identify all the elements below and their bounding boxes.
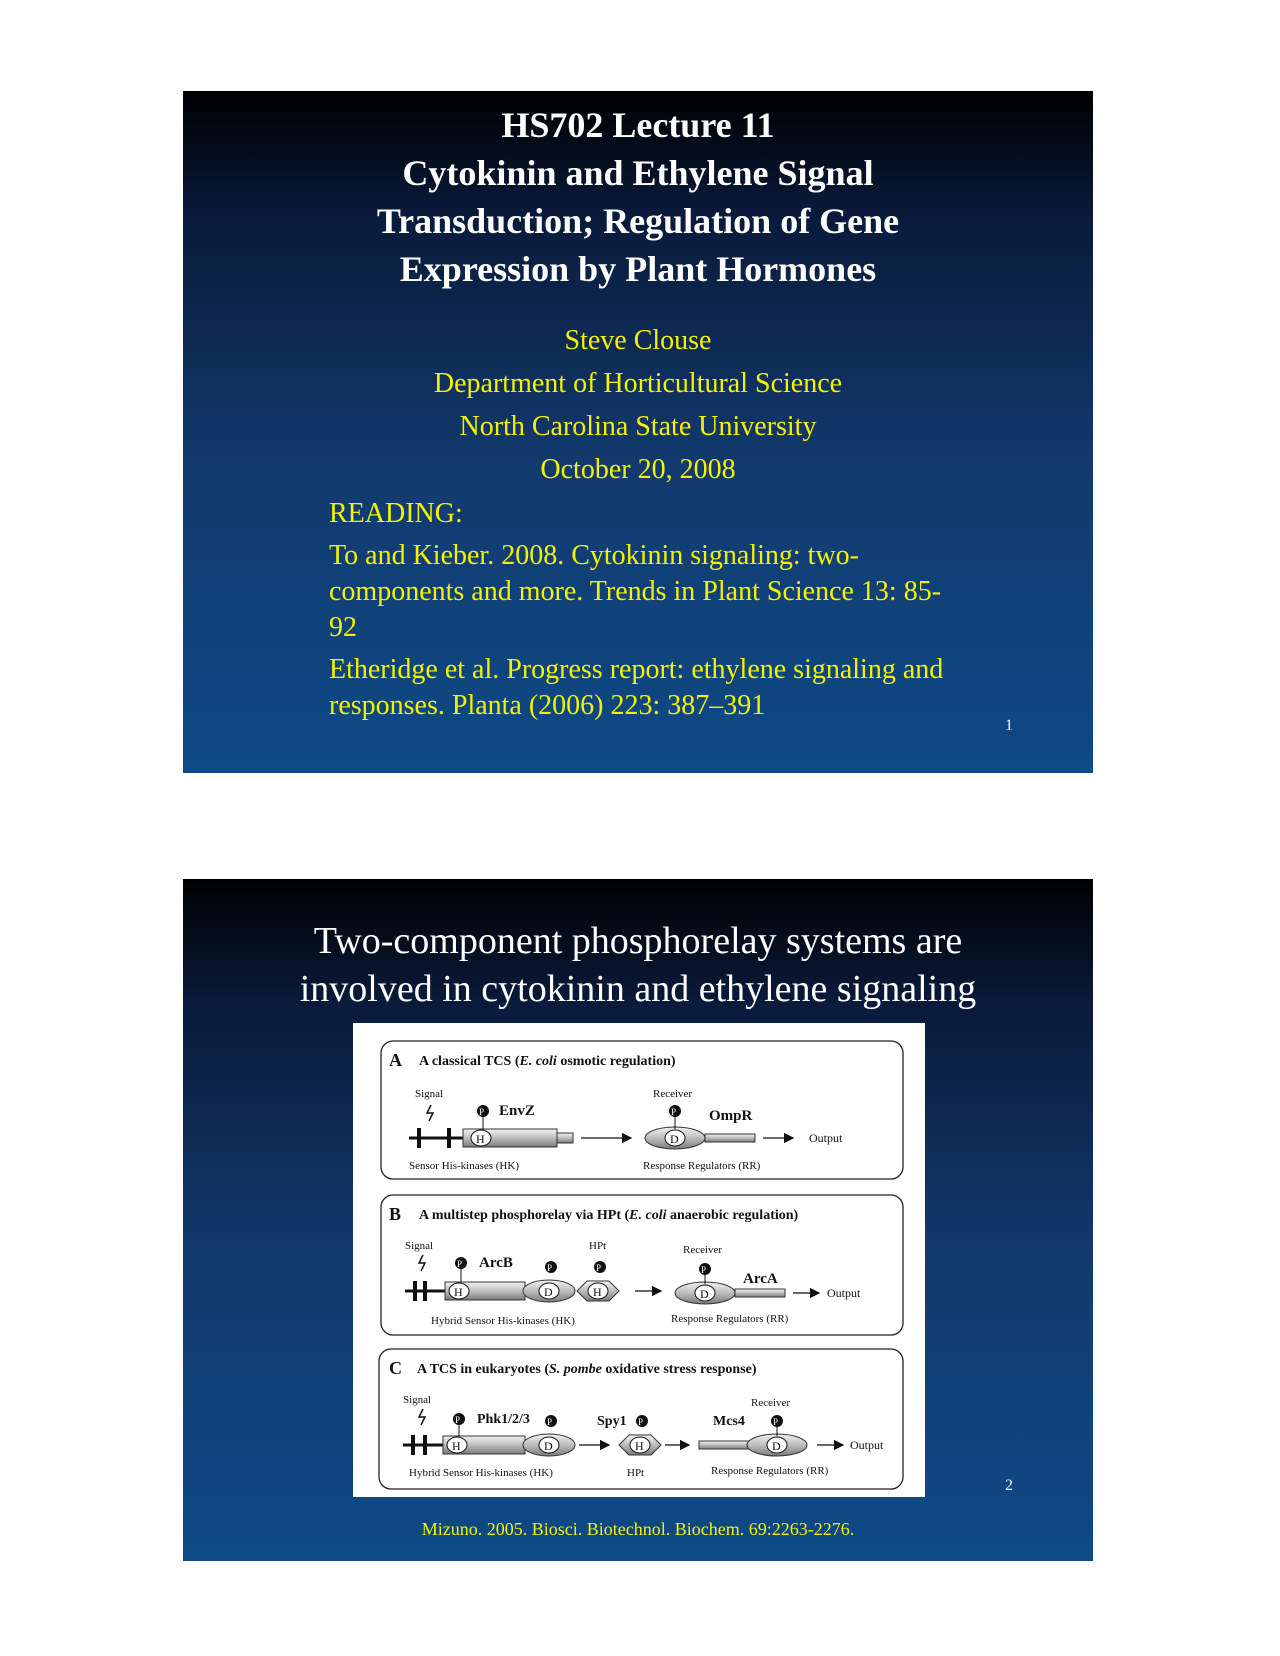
title-line: Cytokinin and Ethylene Signal [402,153,874,193]
signal-bolt-icon [419,1255,425,1271]
output-label: Output [827,1286,861,1300]
asp-label: D [670,1132,679,1146]
protein-phk: Phk1/2/3 [477,1412,530,1427]
phosphate-label: P [773,1417,779,1427]
author: Steve Clouse [564,325,712,356]
signal-label: Signal [403,1394,432,1406]
his-label: H [635,1439,644,1453]
signal-label: Signal [415,1088,444,1100]
panel-b-letter: B [389,1204,402,1224]
protein-spy1: Spy1 [597,1414,627,1429]
title-line: HS702 Lecture 11 [501,105,775,145]
protein-arcb: ArcB [479,1255,513,1271]
panel-a [381,1041,903,1179]
reading-item: Etheridge et al. Progress report: ethylene signaling and responses. Planta (2006) 223: 387–391 [329,654,944,721]
citation: Mizuno. 2005. Biosci. Biotechnol. Biochem. 69:2263-2276. [421,1519,855,1539]
ompr-tail [705,1134,755,1142]
asp-label: D [544,1439,553,1453]
arca-tail [735,1289,785,1297]
department: Department of Horticultural Science [433,368,843,399]
rr-label: Response Regulators (RR) [711,1465,829,1477]
phosphate-label: P [596,1263,602,1273]
his-label: H [452,1439,461,1453]
phosphate-label: P [457,1259,463,1269]
hk-label: Hybrid Sensor His-kinases (HK) [431,1315,575,1327]
signal-bolt-icon [419,1409,425,1425]
slide-1 [183,91,1093,773]
asp-label: D [700,1287,709,1301]
output-label: Output [809,1131,843,1145]
his-label: H [454,1285,463,1299]
date: October 20, 2008 [540,454,736,485]
rr-label: Response Regulators (RR) [671,1313,789,1325]
reading-heading: READING: [329,498,463,529]
phosphate-label: P [547,1263,553,1273]
his-label: H [476,1132,485,1146]
hpt-label: HPt [627,1467,645,1479]
panel-c-title: A TCS in eukaryotes (S. pombe oxidative stress response) [417,1362,757,1377]
title-line: involved in cytokinin and ethylene signaling [299,968,977,1010]
reading-list [329,496,969,730]
asp-label: D [544,1285,553,1299]
receiver-label: Receiver [751,1397,791,1409]
title-line: Expression by Plant Hormones [399,249,877,289]
protein-envz: EnvZ [499,1103,535,1119]
title-line: Transduction; Regulation of Gene [376,201,900,241]
phosphate-label: P [479,1107,485,1117]
slide-2 [183,879,1093,1561]
hk-label: Hybrid Sensor His-kinases (HK) [409,1467,553,1479]
signal-label: Signal [405,1240,434,1252]
asp-label: D [772,1439,781,1453]
hpt-label: HPt [589,1240,607,1252]
phosphate-label: P [638,1417,644,1427]
protein-mcs4: Mcs4 [713,1414,745,1429]
panel-b-title: A multistep phosphorelay via HPt (E. coli anaerobic regulation) [419,1208,799,1223]
envz-tail [557,1133,573,1143]
page-number: 2 [1005,1477,1013,1494]
panel-c-letter: C [389,1358,402,1378]
output-label: Output [850,1438,884,1452]
phosphate-label: P [455,1415,461,1425]
phosphate-label: P [701,1265,707,1275]
panel-a-letter: A [389,1050,402,1070]
phosphorelay-figure [353,1023,925,1497]
panel-c [379,1349,903,1489]
byline [183,319,1093,491]
phosphorelay-diagram [353,1023,925,1497]
hk-label: Sensor His-kinases (HK) [409,1160,519,1172]
phosphate-label: P [547,1417,553,1427]
slide-1-title [183,101,1093,293]
panel-b [381,1195,903,1335]
protein-ompr: OmpR [709,1108,753,1124]
title-line: Two-component phosphorelay systems are [313,920,963,962]
his-label: H [593,1285,602,1299]
signal-bolt-icon [427,1105,433,1121]
rr-label: Response Regulators (RR) [643,1160,761,1172]
university: North Carolina State University [459,411,817,442]
phosphate-label: P [671,1107,677,1117]
slide-2-title [183,917,1093,1013]
protein-arca: ArcA [743,1271,778,1287]
receiver-label: Receiver [683,1244,723,1256]
reading-item: To and Kieber. 2008. Cytokinin signaling: two-components and more. Trends in Plant Science 13: 85-92 [329,540,942,643]
panel-a-title: A classical TCS (E. coli osmotic regulation) [419,1054,676,1069]
page-number: 1 [1005,717,1013,734]
receiver-label: Receiver [653,1088,693,1100]
